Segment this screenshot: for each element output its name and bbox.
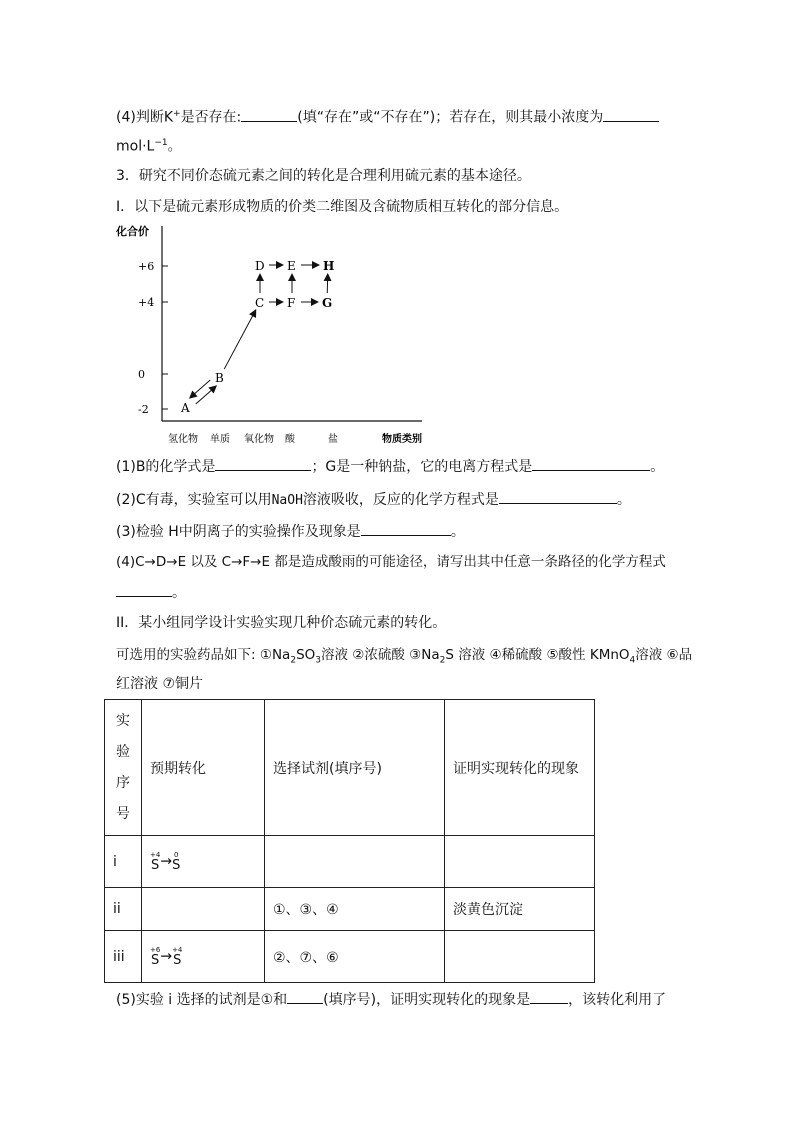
answer-blank[interactable]: [499, 489, 617, 504]
x-tick-label: 酸: [285, 434, 295, 445]
q4b-line: (4)C→D→E 以及 C→F→E 都是造成酸雨的可能途径，请写出其中任意一条路径的化学方程式: [116, 554, 666, 570]
q3-line: (3)检验 H中阴离子的实验操作及现象是 。: [116, 521, 465, 542]
answer-blank[interactable]: [603, 107, 659, 122]
row-conversion-cell[interactable]: [142, 888, 265, 931]
q4-k-line: (4)判断K+是否存在: (填“存在”或“不存在”)；若存在，则其最小浓度为: [116, 104, 659, 128]
y-tick-label: -2: [138, 403, 149, 416]
edge-A-B: [196, 386, 217, 404]
x-axis-label: 物质类别: [382, 434, 422, 445]
row-reagent: ②、⑦、⑥: [265, 931, 445, 983]
part-1-intro: I．以下是硫元素形成物质的价类二维图及含硫物质相互转化的部分信息。: [116, 199, 569, 215]
reagents-line-2: 红溶液 ⑦铜片: [116, 676, 204, 692]
q5-line: (5)实验 i 选择的试剂是①和 (填序号)，证明实现转化的现象是 ，该转化利用了: [116, 989, 666, 1010]
oxidation-from: +4 S: [150, 851, 161, 873]
oxidation-to: 0 S: [172, 851, 181, 873]
row-conversion: +6 S → +4 S: [142, 931, 265, 983]
x-tick-label: 氢化物: [168, 434, 198, 445]
row-no: ii: [105, 888, 142, 931]
table-row: [105, 931, 595, 983]
experiment-table: [104, 699, 595, 983]
header-conversion: 预期转化: [142, 700, 265, 836]
answer-blank[interactable]: [116, 582, 172, 597]
point-D: D: [255, 259, 265, 273]
edge-G-H: [327, 274, 328, 293]
row-no: iii: [105, 931, 142, 983]
header-phenomenon: 证明实现转化的现象: [445, 700, 595, 836]
x-tick-label: 盐: [328, 434, 338, 445]
header-reagent: 选择试剂(填序号): [265, 700, 445, 836]
point-G: G: [322, 296, 333, 310]
point-F: F: [287, 296, 296, 310]
answer-blank[interactable]: [532, 456, 650, 471]
q2-line: (2)C有毒，实验室可以用NaOH溶液吸收，反应的化学方程式是 。: [116, 489, 631, 511]
edge-B-C: [224, 310, 256, 369]
row-no: i: [105, 836, 142, 888]
row-phenomenon-cell[interactable]: [445, 836, 595, 888]
q1-line: (1)B的化学式是 ；G是一种钠盐，它的电离方程式是 。: [116, 456, 664, 477]
point-H: H: [323, 259, 335, 273]
question-3-title: 3．研究不同价态硫元素之间的转化是合理利用硫元素的基本途径。: [116, 168, 531, 184]
point-B: B: [215, 371, 224, 385]
table-header-row: [105, 700, 595, 836]
y-tick-label: 0: [138, 368, 145, 381]
point-E: E: [287, 259, 296, 273]
answer-blank[interactable]: [530, 989, 568, 1004]
edge-B-A: [190, 380, 211, 398]
row-reagent-cell[interactable]: [265, 836, 445, 888]
y-tick-label: +4: [138, 296, 155, 309]
row-phenomenon: 淡黄色沉淀: [445, 888, 595, 931]
part-2-intro: II．某小组同学设计实验实现几种价态硫元素的转化。: [116, 615, 447, 631]
table-row: [105, 888, 595, 931]
table-row: [105, 836, 595, 888]
q4-unit-line: $mol\cdot L^{-1}$。: [116, 138, 182, 155]
q4b-blank-line: 。: [116, 582, 186, 603]
answer-blank[interactable]: [215, 456, 311, 471]
header-no: 实 验 序 号: [105, 700, 142, 836]
answer-blank[interactable]: [361, 521, 451, 536]
valence-category-chart: [110, 218, 440, 450]
x-tick-label: 氧化物: [244, 434, 274, 445]
reagents-line-1: 可选用的实验药品如下: $①Na_2SO_3$溶液 ②浓硫酸 $③Na_2S$ 溶液 ④稀硫酸 ⑤酸性 KMnO$_4$溶液 ⑥品: [116, 647, 693, 666]
row-phenomenon-cell[interactable]: [445, 931, 595, 983]
oxidation-from: +6 S: [150, 946, 161, 968]
point-A: A: [181, 401, 190, 415]
y-tick-label: +6: [138, 260, 155, 273]
row-reagent: ①、③、④: [265, 888, 445, 931]
row-conversion: +4 S → 0 S: [142, 836, 265, 888]
oxidation-to: +4 S: [172, 946, 183, 968]
x-tick-label: 单质: [210, 434, 230, 445]
y-axis-label: 化合价: [116, 225, 149, 238]
point-C: C: [255, 296, 265, 310]
answer-blank[interactable]: [287, 989, 323, 1004]
answer-blank[interactable]: [241, 107, 297, 122]
